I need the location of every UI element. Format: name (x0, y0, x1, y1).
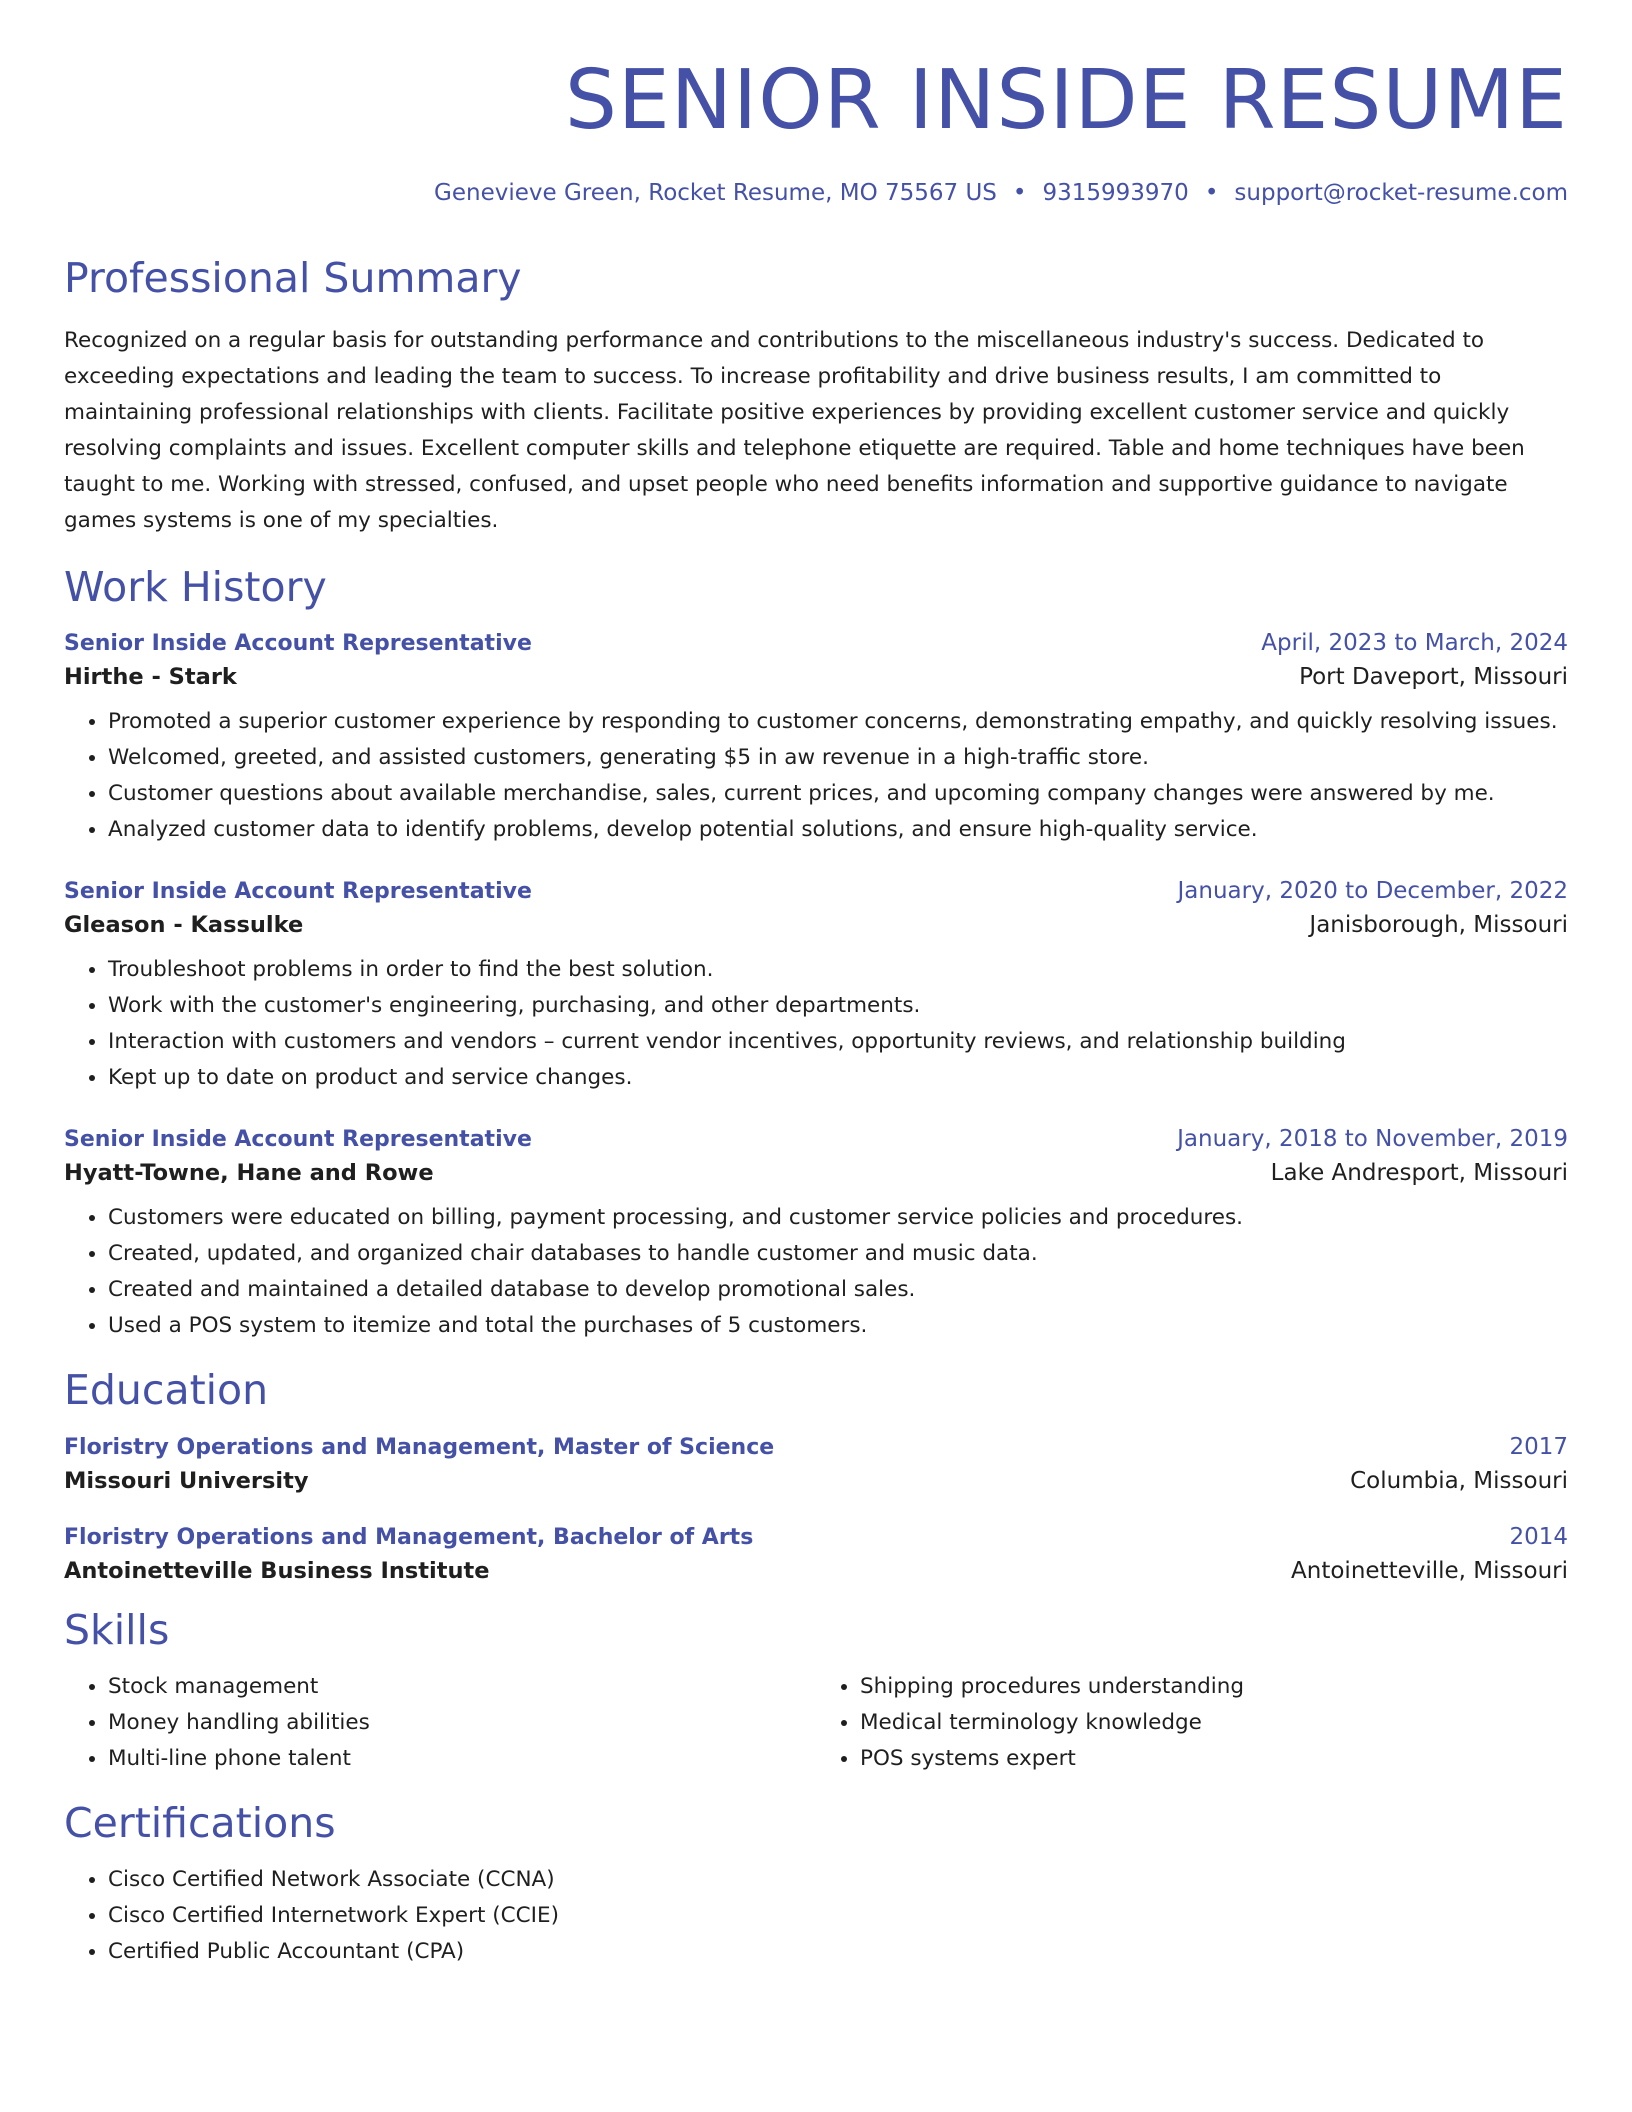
summary-heading: Professional Summary (64, 254, 522, 302)
list-item: • POS systems expert (860, 1741, 1568, 1777)
resume-title: SENIOR INSIDE RESUME (564, 53, 1568, 148)
job-dates: April, 2023 to March, 2024 (1261, 630, 1568, 657)
list-item: • Money handling abilities (108, 1705, 816, 1741)
education-location: Antoinetteville, Missouri (1291, 1557, 1568, 1584)
job-location: Janisborough, Missouri (1309, 912, 1568, 939)
job-company: Gleason - Kassulke (64, 912, 304, 939)
list-item: • Created, updated, and organized chair databases to handle customer and music data. (108, 1236, 1568, 1272)
job-company: Hirthe - Stark (64, 664, 237, 691)
skills-heading: Skills (64, 1605, 170, 1654)
contact-email[interactable]: support@rocket-resume.com (1234, 180, 1568, 206)
list-item: • Cisco Certified Internetwork Expert (CCIE) (108, 1898, 1568, 1934)
list-item: • Welcomed, greeted, and assisted customers, generating $5 in aw revenue in a high-traffic store. (108, 740, 1568, 776)
certifications-heading: Certifications (64, 1798, 336, 1847)
job-role: Senior Inside Account Representative (64, 631, 532, 657)
job-dates: January, 2018 to November, 2019 (1177, 1126, 1568, 1153)
contact-address: Genevieve Green, Rocket Resume, MO 75567 US (434, 180, 997, 206)
education-degree: Floristry Operations and Management, Bachelor of Arts (64, 1524, 754, 1550)
work-history-heading: Work History (64, 563, 327, 612)
skills-list-left (64, 1669, 816, 1777)
list-item: • Multi-line phone talent (108, 1741, 816, 1777)
education-year: 2017 (1509, 1433, 1568, 1460)
job-entry (64, 630, 1568, 848)
list-item: • Kept up to date on product and service changes. (108, 1060, 1568, 1096)
skills-list-right (816, 1669, 1568, 1777)
list-item: • Created and maintained a detailed database to develop promotional sales. (108, 1272, 1568, 1308)
job-location: Lake Andresport, Missouri (1270, 1160, 1568, 1187)
education-school: Antoinetteville Business Institute (64, 1557, 490, 1584)
list-item: • Shipping procedures understanding (860, 1669, 1568, 1705)
job-dates: January, 2020 to December, 2022 (1177, 878, 1568, 905)
contact-line (64, 180, 1568, 206)
job-bullets (64, 952, 1568, 1096)
education-degree: Floristry Operations and Management, Master of Science (64, 1434, 775, 1460)
list-item: • Interaction with customers and vendors – current vendor incentives, opportunity reviews, and relationship building (108, 1024, 1568, 1060)
job-entry (64, 878, 1568, 1096)
list-item: • Promoted a superior customer experience by responding to customer concerns, demonstrating empathy, and quickly resolving issues. (108, 704, 1568, 740)
education-school: Missouri University (64, 1467, 309, 1494)
education-entry (64, 1524, 1568, 1584)
education-heading: Education (64, 1366, 269, 1415)
education-location: Columbia, Missouri (1350, 1467, 1568, 1494)
list-item: • Analyzed customer data to identify problems, develop potential solutions, and ensure high-quality service. (108, 812, 1568, 848)
job-bullets (64, 1200, 1568, 1344)
job-role: Senior Inside Account Representative (64, 879, 532, 905)
list-item: • Certified Public Accountant (CPA) (108, 1934, 1568, 1970)
skills-grid (64, 1669, 1568, 1777)
contact-separator: • (1204, 180, 1219, 206)
list-item: • Medical terminology knowledge (860, 1705, 1568, 1741)
job-location: Port Daveport, Missouri (1299, 664, 1568, 691)
job-company: Hyatt-Towne, Hane and Rowe (64, 1160, 434, 1187)
list-item: • Troubleshoot problems in order to find the best solution. (108, 952, 1568, 988)
job-bullets (64, 704, 1568, 848)
list-item: • Cisco Certified Network Associate (CCNA) (108, 1862, 1568, 1898)
job-entry (64, 1126, 1568, 1344)
list-item: • Stock management (108, 1669, 816, 1705)
education-year: 2014 (1509, 1523, 1568, 1550)
job-role: Senior Inside Account Representative (64, 1127, 532, 1153)
education-entry (64, 1434, 1568, 1494)
contact-separator: • (1012, 180, 1027, 206)
list-item: • Customers were educated on billing, payment processing, and customer service policies and procedures. (108, 1200, 1568, 1236)
list-item: • Work with the customer's engineering, purchasing, and other departments. (108, 988, 1568, 1024)
certifications-list (64, 1862, 1568, 1970)
contact-phone[interactable]: 9315993970 (1042, 180, 1189, 206)
list-item: • Customer questions about available merchandise, sales, current prices, and upcoming company changes were answered by me. (108, 776, 1568, 812)
list-item: • Used a POS system to itemize and total the purchases of 5 customers. (108, 1308, 1568, 1344)
summary-text: Recognized on a regular basis for outstanding performance and contributions to the miscellaneous industry's success. Dedicated to exceeding expectations and leading the team to success. To increase profitability and drive business results, I am committed to maintaining professional relationships with clients. Facilitate positive experiences by providing excellent customer service and quickly resolving complaints and issues. Excellent computer skills and telephone etiquette are required. Table and home techniques have been taught to me. Working with stressed, confused, and upset people who need benefits information and supportive guidance to navigate games systems is one of my specialties. (64, 328, 1525, 534)
